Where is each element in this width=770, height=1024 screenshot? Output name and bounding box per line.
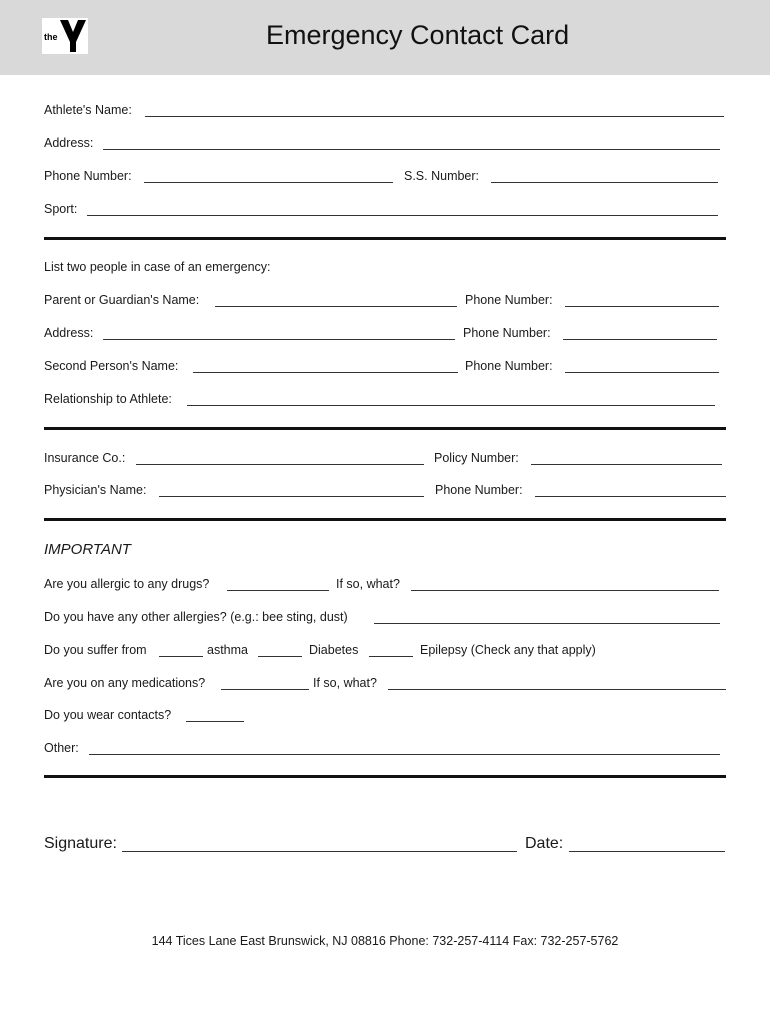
- ss-number-label: S.S. Number:: [404, 169, 480, 183]
- policy-number-label: Policy Number:: [434, 451, 519, 465]
- epilepsy-label: Epilepsy (Check any that apply): [420, 643, 596, 657]
- athlete-address-label: Address:: [44, 136, 94, 150]
- other-field[interactable]: [89, 754, 720, 755]
- relationship-field[interactable]: [187, 405, 715, 406]
- contacts-field[interactable]: [186, 721, 244, 722]
- section-divider: [44, 518, 726, 521]
- other-label: Other:: [44, 741, 79, 755]
- section-divider: [44, 427, 726, 430]
- diabetes-label: Diabetes: [309, 643, 359, 657]
- asthma-checkbox[interactable]: [159, 656, 203, 657]
- second-name-field[interactable]: [193, 372, 458, 373]
- second-phone-label: Phone Number:: [465, 359, 553, 373]
- drug-allergy-what-label: If so, what?: [336, 577, 400, 591]
- section-divider: [44, 775, 726, 778]
- sport-field[interactable]: [87, 215, 718, 216]
- medications-field[interactable]: [221, 689, 309, 690]
- date-label: Date:: [525, 835, 564, 852]
- emergency-address-field[interactable]: [103, 339, 455, 340]
- diabetes-checkbox[interactable]: [258, 656, 302, 657]
- drug-allergy-what-field[interactable]: [411, 590, 719, 591]
- logo-text: the: [44, 32, 58, 42]
- guardian-name-label: Parent or Guardian's Name:: [44, 293, 200, 307]
- medications-label: Are you on any medications?: [44, 676, 206, 690]
- second-phone-field[interactable]: [565, 372, 719, 373]
- second-name-label: Second Person's Name:: [44, 359, 179, 373]
- important-heading: IMPORTANT: [44, 541, 131, 558]
- asthma-label: asthma: [207, 643, 248, 657]
- signature-label: Signature:: [44, 835, 117, 852]
- insurance-company-label: Insurance Co.:: [44, 451, 126, 465]
- header-bar: [0, 0, 770, 75]
- section-divider: [44, 237, 726, 240]
- suffer-from-label: Do you suffer from: [44, 643, 147, 657]
- guardian-name-field[interactable]: [215, 306, 457, 307]
- athlete-phone-field[interactable]: [144, 182, 393, 183]
- drug-allergy-label: Are you allergic to any drugs?: [44, 577, 210, 591]
- medications-what-label: If so, what?: [313, 676, 377, 690]
- physician-phone-label: Phone Number:: [435, 483, 523, 497]
- other-allergies-label: Do you have any other allergies? (e.g.: bee sting, dust): [44, 610, 348, 624]
- signature-field[interactable]: [122, 851, 517, 852]
- athlete-name-label: Athlete's Name:: [44, 103, 132, 117]
- athlete-name-field[interactable]: [145, 116, 724, 117]
- athlete-address-field[interactable]: [103, 149, 720, 150]
- address-phone-label: Phone Number:: [463, 326, 551, 340]
- contacts-label: Do you wear contacts?: [44, 708, 172, 722]
- footer-address: 144 Tices Lane East Brunswick, NJ 08816 Phone: 732-257-4114 Fax: 732-257-5762: [151, 934, 619, 948]
- ss-number-field[interactable]: [491, 182, 718, 183]
- address-phone-field[interactable]: [563, 339, 717, 340]
- guardian-phone-field[interactable]: [565, 306, 719, 307]
- drug-allergy-field[interactable]: [227, 590, 329, 591]
- physician-name-field[interactable]: [159, 496, 424, 497]
- physician-phone-field[interactable]: [535, 496, 726, 497]
- insurance-company-field[interactable]: [136, 464, 424, 465]
- epilepsy-checkbox[interactable]: [369, 656, 413, 657]
- sport-label: Sport:: [44, 202, 78, 216]
- relationship-label: Relationship to Athlete:: [44, 392, 172, 406]
- emergency-address-label: Address:: [44, 326, 94, 340]
- athlete-phone-label: Phone Number:: [44, 169, 132, 183]
- other-allergies-field[interactable]: [374, 623, 720, 624]
- guardian-phone-label: Phone Number:: [465, 293, 553, 307]
- page-title: Emergency Contact Card: [266, 20, 570, 50]
- date-field[interactable]: [569, 851, 725, 852]
- policy-number-field[interactable]: [531, 464, 722, 465]
- ymca-logo: [42, 18, 88, 54]
- emergency-intro: List two people in case of an emergency:: [44, 260, 271, 274]
- physician-name-label: Physician's Name:: [44, 483, 147, 497]
- medications-what-field[interactable]: [388, 689, 726, 690]
